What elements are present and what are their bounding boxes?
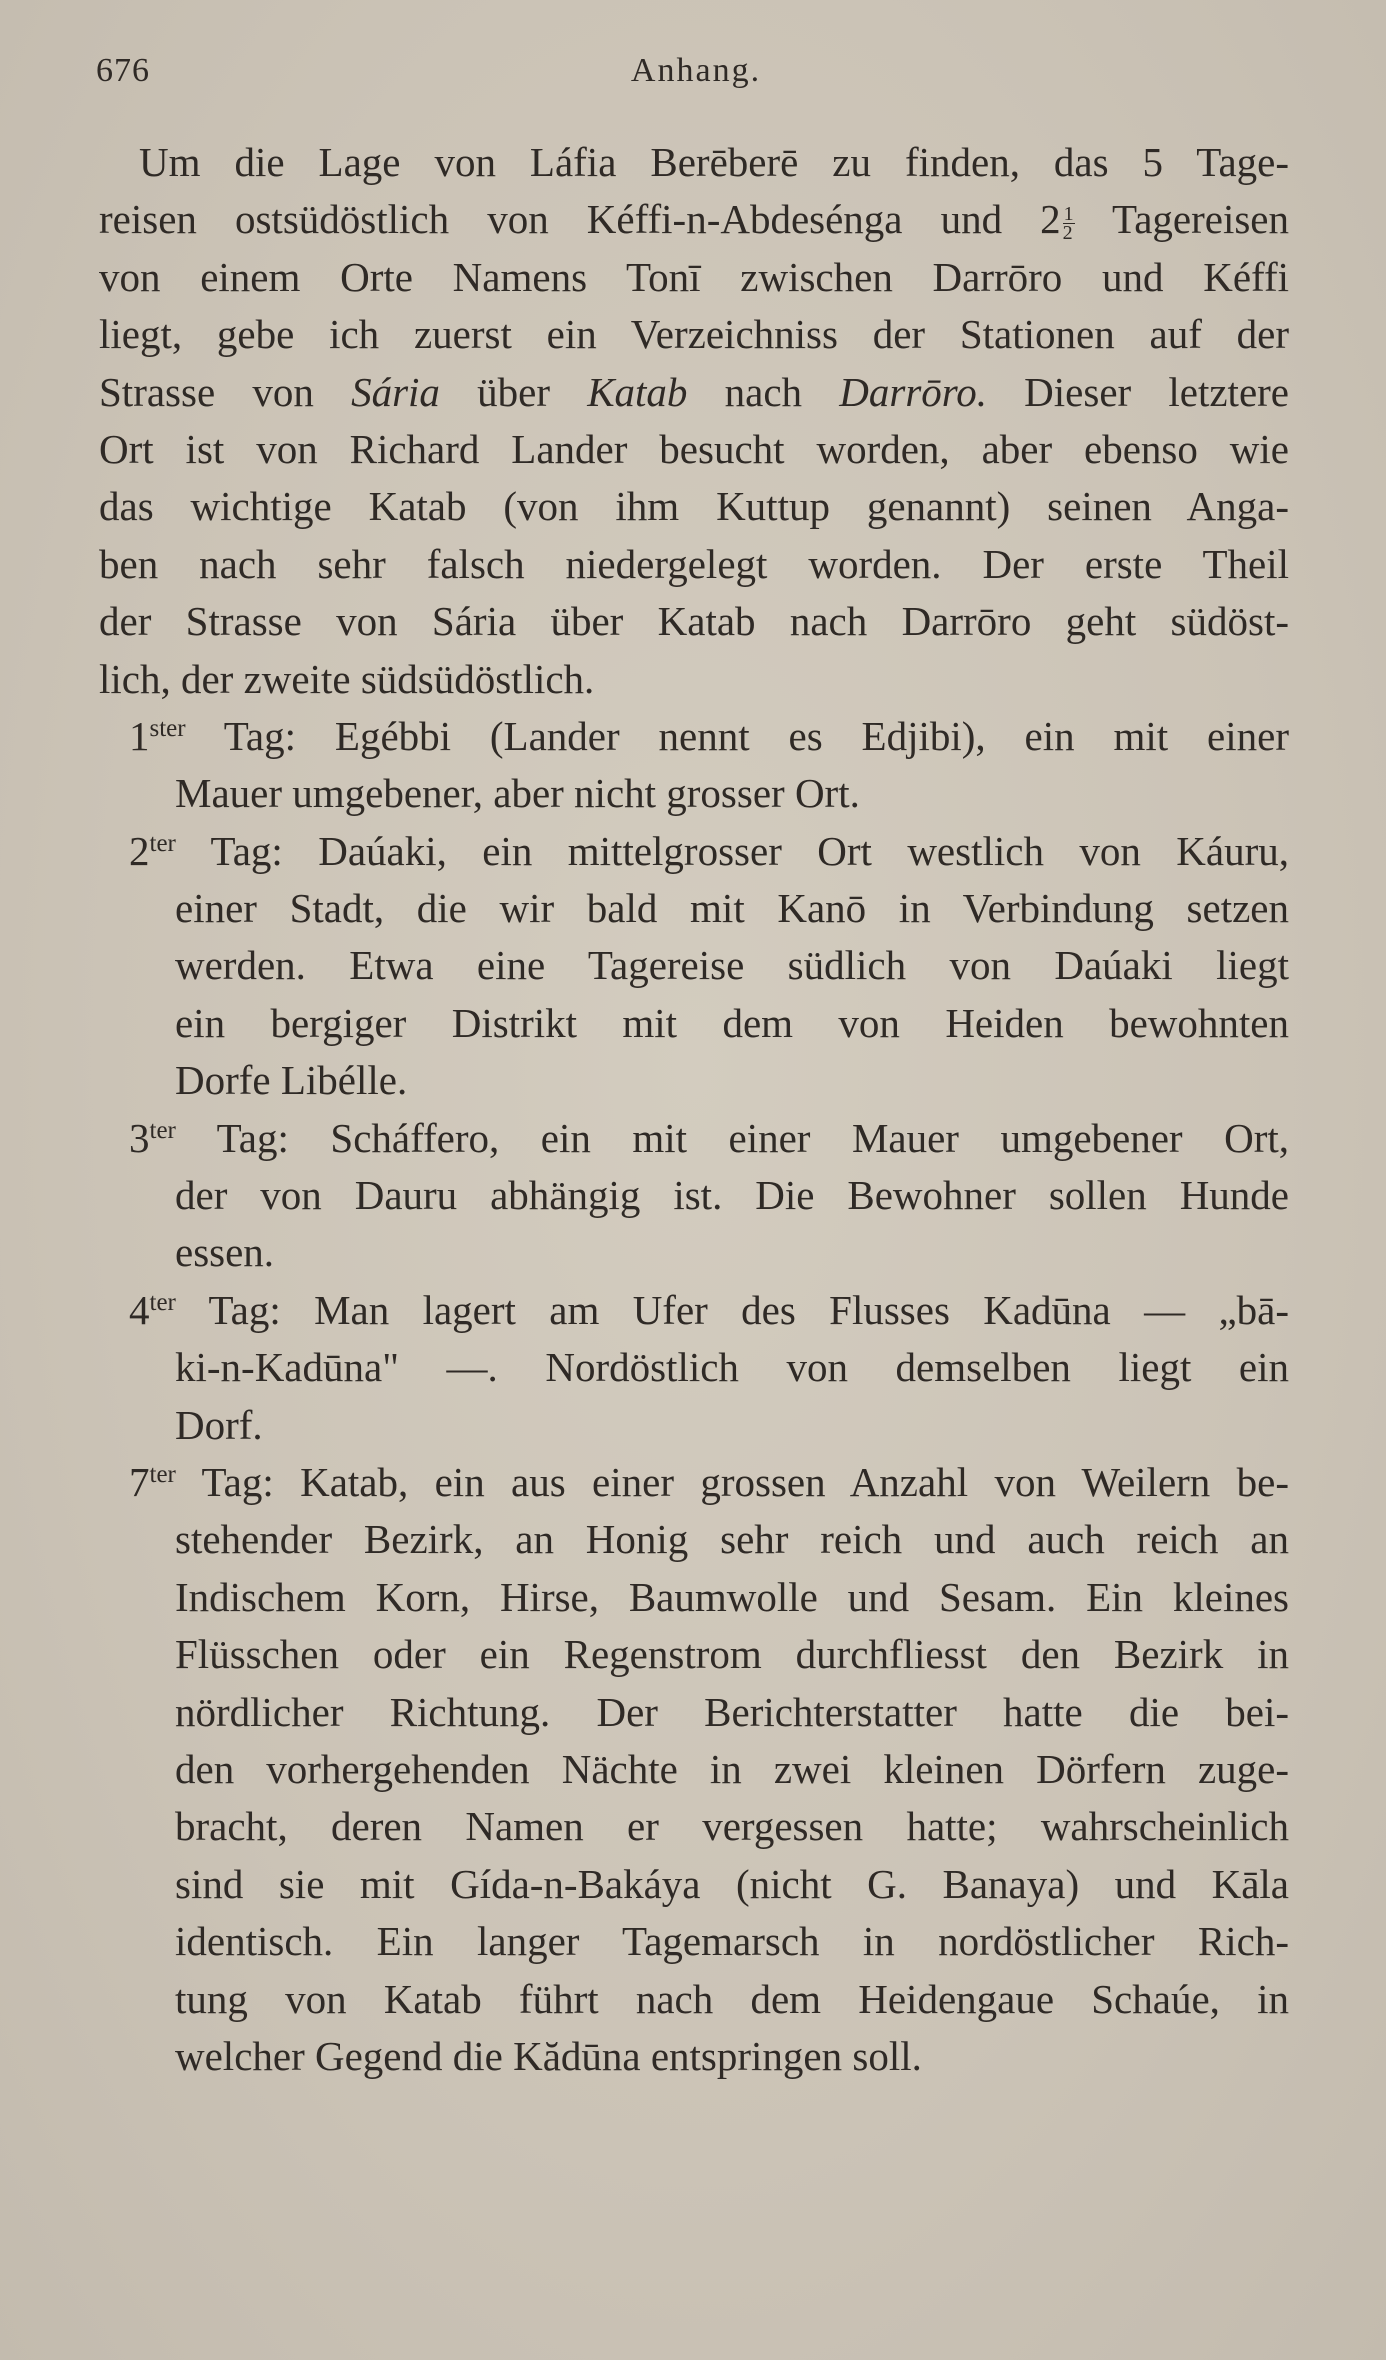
- station-entry-line: ein bergiger Distrikt mit dem von Heiden bewohnten: [175, 999, 1289, 1046]
- station-entry-line: einer Stadt, die wir bald mit Kanō in Verbindung setzen: [175, 885, 1289, 932]
- station-entry-line: nördlicher Richtung. Der Berichterstatter hatte die bei-: [175, 1688, 1289, 1735]
- intro-line: der Strasse von Sária über Katab nach Darrōro geht südöst-: [99, 598, 1289, 645]
- station-entry-first-line: [99, 1454, 1289, 1511]
- intro-line: liegt, gebe ich zuerst ein Verzeichniss der Stationen auf der: [99, 311, 1289, 358]
- station-entry-line: Mauer umgebener, aber nicht grosser Ort.: [175, 770, 860, 817]
- station-entry-line: der von Dauru abhängig ist. Die Bewohner sollen Hunde: [175, 1172, 1289, 1219]
- ordinal-suffix: ster: [149, 714, 186, 742]
- intro-line: [99, 191, 1289, 248]
- intro-line: von einem Orte Namens Tonī zwischen Darrōro und Kéffi: [99, 253, 1289, 300]
- station-entry-line: Dorf.: [175, 1401, 263, 1448]
- day-number: 3: [129, 1114, 150, 1161]
- intro-line: Um die Lage von Láfia Berēberē zu finden, das 5 Tage-: [139, 139, 1289, 185]
- station-entry-line: den vorhergehenden Nächte in zwei kleinen Dörfern zuge-: [175, 1745, 1289, 1792]
- station-entry-line: tung von Katab führt nach dem Heidengaue Schaúe, in: [175, 1975, 1289, 2022]
- running-head: Anhang.: [630, 52, 762, 89]
- text-span: Strasse von: [99, 368, 352, 415]
- day-number: 4: [129, 1286, 150, 1333]
- text-span: Tagereisen: [1074, 196, 1289, 243]
- station-entry-line: werden. Etwa eine Tagereise südlich von Daúaki liegt: [175, 942, 1289, 989]
- ordinal-suffix: ter: [149, 829, 176, 857]
- place-name-italic: Katab: [587, 368, 688, 415]
- station-entry-line: welcher Gegend die Kădūna entspringen soll.: [175, 2032, 922, 2079]
- ordinal-suffix: ter: [149, 1116, 176, 1144]
- entry-text: Tag: Egébbi (Lander nennt es Edjibi), ein mit einer: [185, 712, 1289, 759]
- entry-text: Tag: Scháffero, ein mit einer Mauer umgebener Ort,: [175, 1114, 1289, 1161]
- fraction-numerator: 1: [1063, 203, 1074, 226]
- station-entry-first-line: [99, 823, 1289, 880]
- station-entry-line: identisch. Ein langer Tagemarsch in nordöstlicher Rich-: [175, 1918, 1289, 1965]
- page-header: [96, 52, 1296, 102]
- body-text: [99, 134, 1289, 2085]
- day-number: 7: [129, 1458, 150, 1505]
- intro-line: Ort ist von Richard Lander besucht worden, aber ebenso wie: [99, 425, 1289, 472]
- station-entry-line: Indischem Korn, Hirse, Baumwolle und Sesam. Ein kleines: [175, 1573, 1289, 1620]
- entry-text: Tag: Man lagert am Ufer des Flusses Kadūna — „bā-: [175, 1286, 1289, 1333]
- text-span: über: [439, 368, 588, 415]
- station-entry-line: stehender Bezirk, an Honig sehr reich und auch reich an: [175, 1516, 1289, 1563]
- intro-line: das wichtige Katab (von ihm Kuttup genannt) seinen Anga-: [99, 483, 1289, 530]
- station-entry-first-line: [99, 708, 1289, 765]
- fraction-one-half: [1062, 203, 1075, 245]
- place-name-italic: Sária: [351, 368, 440, 415]
- fraction-denominator: 2: [1062, 222, 1073, 245]
- text-span: nach: [687, 368, 840, 415]
- intro-line: [99, 364, 1289, 421]
- day-number: 1: [129, 712, 150, 759]
- entry-text: Tag: Daúaki, ein mittelgrosser Ort westlich von Káuru,: [175, 827, 1289, 874]
- station-entry-line: Flüsschen oder ein Regenstrom durchfliesst den Bezirk in: [175, 1631, 1289, 1678]
- station-entry-line: essen.: [175, 1229, 275, 1276]
- station-entry-first-line: [99, 1110, 1289, 1167]
- station-entry-line: sind sie mit Gída-n-Bakáya (nicht G. Banaya) und Kāla: [175, 1860, 1289, 1907]
- station-entry-line: bracht, deren Namen er vergessen hatte; wahrscheinlich: [175, 1803, 1289, 1850]
- text-span: reisen ostsüdöstlich von Kéffi-n-Abdesénga und 2: [99, 196, 1061, 243]
- intro-line: lich, der zweite südsüdöstlich.: [99, 655, 595, 702]
- place-name-italic: Darrōro.: [839, 368, 987, 415]
- station-entry-first-line: [99, 1282, 1289, 1339]
- page-number: 676: [96, 52, 150, 89]
- station-entry-line: ki-n-Kadūna" —. Nordöstlich von demselben liegt ein: [175, 1344, 1289, 1391]
- station-list: [99, 708, 1289, 2085]
- text-span: Dieser letztere: [986, 368, 1289, 415]
- intro-line: ben nach sehr falsch niedergelegt worden. Der erste Theil: [99, 540, 1289, 587]
- entry-text: Tag: Katab, ein aus einer grossen Anzahl von Weilern be-: [175, 1458, 1289, 1505]
- ordinal-suffix: ter: [149, 1288, 176, 1316]
- day-number: 2: [129, 827, 150, 874]
- ordinal-suffix: ter: [149, 1460, 176, 1488]
- station-entry-line: Dorfe Libélle.: [175, 1057, 408, 1104]
